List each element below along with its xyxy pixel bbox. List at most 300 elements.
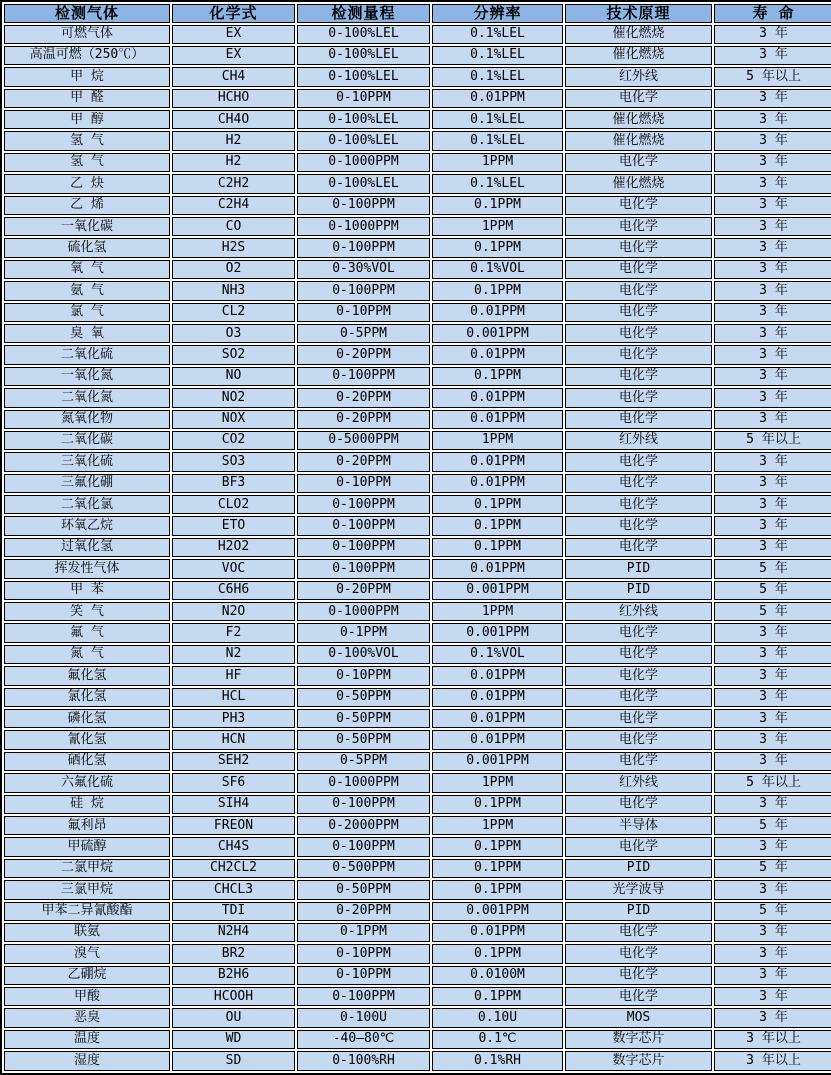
range-cell: 0-100PPM bbox=[297, 281, 430, 300]
lifespan-cell: 3 年 bbox=[714, 452, 831, 471]
formula-cell: C6H6 bbox=[172, 581, 295, 600]
range-cell: 0-100PPM bbox=[297, 196, 430, 215]
resolution-cell: 0.1%VOL bbox=[432, 260, 563, 279]
resolution-cell: 0.01PPM bbox=[432, 345, 563, 364]
formula-cell: SO3 bbox=[172, 452, 295, 471]
table-row bbox=[4, 196, 831, 215]
table-row bbox=[4, 773, 831, 792]
gas-name-cell: 氧 气 bbox=[4, 260, 170, 279]
principle-cell: 电化学 bbox=[565, 260, 712, 279]
gas-name-cell: 联氨 bbox=[4, 923, 170, 942]
formula-cell: H2S bbox=[172, 238, 295, 257]
formula-cell: HCL bbox=[172, 688, 295, 707]
principle-cell: 电化学 bbox=[565, 966, 712, 985]
table-row bbox=[4, 67, 831, 86]
table-row bbox=[4, 110, 831, 129]
lifespan-cell: 3 年 bbox=[714, 474, 831, 493]
lifespan-cell: 3 年 bbox=[714, 730, 831, 749]
range-cell: 0-50PPM bbox=[297, 709, 430, 728]
resolution-cell: 0.01PPM bbox=[432, 452, 563, 471]
resolution-cell: 0.1%LEL bbox=[432, 46, 563, 65]
lifespan-cell: 5 年以上 bbox=[714, 773, 831, 792]
range-cell: 0-20PPM bbox=[297, 902, 430, 921]
range-cell: 0-20PPM bbox=[297, 388, 430, 407]
lifespan-cell: 3 年 bbox=[714, 837, 831, 856]
gas-name-cell: 甲苯二异氰酸酯 bbox=[4, 902, 170, 921]
gas-name-cell: 乙 炔 bbox=[4, 174, 170, 193]
table-row bbox=[4, 89, 831, 108]
principle-cell: PID bbox=[565, 581, 712, 600]
principle-cell: PID bbox=[565, 859, 712, 878]
range-cell: 0-100PPM bbox=[297, 987, 430, 1006]
range-cell: 0-100%RH bbox=[297, 1051, 430, 1071]
gas-name-cell: 挥发性气体 bbox=[4, 559, 170, 578]
table-row bbox=[4, 837, 831, 856]
lifespan-cell: 3 年 bbox=[714, 666, 831, 685]
gas-name-cell: 甲 醛 bbox=[4, 89, 170, 108]
lifespan-cell: 5 年 bbox=[714, 859, 831, 878]
table-row bbox=[4, 666, 831, 685]
gas-name-cell: 环氧乙烷 bbox=[4, 516, 170, 535]
range-cell: 0-5PPM bbox=[297, 324, 430, 343]
resolution-cell: 0.01PPM bbox=[432, 89, 563, 108]
range-cell: 0-10PPM bbox=[297, 944, 430, 963]
resolution-cell: 0.01PPM bbox=[432, 303, 563, 322]
table-row bbox=[4, 324, 831, 343]
formula-cell: CHCL3 bbox=[172, 880, 295, 899]
range-cell: 0-2000PPM bbox=[297, 816, 430, 835]
lifespan-cell: 3 年 bbox=[714, 281, 831, 300]
gas-name-cell: 硫化氢 bbox=[4, 238, 170, 257]
resolution-cell: 0.1PPM bbox=[432, 367, 563, 386]
gas-name-cell: 二氯甲烷 bbox=[4, 859, 170, 878]
formula-cell: SIH4 bbox=[172, 795, 295, 814]
resolution-cell: 0.0100M bbox=[432, 966, 563, 985]
header-formula: 化学式 bbox=[172, 4, 295, 23]
lifespan-cell: 3 年 bbox=[714, 89, 831, 108]
gas-name-cell: 甲 烷 bbox=[4, 67, 170, 86]
range-cell: 0-50PPM bbox=[297, 730, 430, 749]
formula-cell: O3 bbox=[172, 324, 295, 343]
gas-name-cell: 磷化氢 bbox=[4, 709, 170, 728]
lifespan-cell: 3 年 bbox=[714, 987, 831, 1006]
resolution-cell: 0.1℃ bbox=[432, 1030, 563, 1049]
header-row bbox=[4, 4, 831, 23]
gas-name-cell: 氰化氢 bbox=[4, 730, 170, 749]
formula-cell: H2O2 bbox=[172, 538, 295, 557]
table-row bbox=[4, 474, 831, 493]
resolution-cell: 0.1PPM bbox=[432, 880, 563, 899]
resolution-cell: 0.01PPM bbox=[432, 559, 563, 578]
lifespan-cell: 3 年 bbox=[714, 516, 831, 535]
formula-cell: N2O bbox=[172, 602, 295, 621]
resolution-cell: 0.1%RH bbox=[432, 1051, 563, 1071]
resolution-cell: 0.1PPM bbox=[432, 196, 563, 215]
range-cell: 0-10PPM bbox=[297, 89, 430, 108]
table-row bbox=[4, 174, 831, 193]
lifespan-cell: 3 年 bbox=[714, 324, 831, 343]
formula-cell: NH3 bbox=[172, 281, 295, 300]
formula-cell: SO2 bbox=[172, 345, 295, 364]
table-row bbox=[4, 217, 831, 236]
formula-cell: EX bbox=[172, 46, 295, 65]
lifespan-cell: 3 年 bbox=[714, 238, 831, 257]
formula-cell: BF3 bbox=[172, 474, 295, 493]
lifespan-cell: 3 年 bbox=[714, 880, 831, 899]
table-row bbox=[4, 281, 831, 300]
range-cell: 0-1000PPM bbox=[297, 217, 430, 236]
resolution-cell: 0.1%LEL bbox=[432, 110, 563, 129]
lifespan-cell: 3 年 bbox=[714, 25, 831, 44]
resolution-cell: 0.01PPM bbox=[432, 474, 563, 493]
table-row bbox=[4, 452, 831, 471]
range-cell: 0-10PPM bbox=[297, 474, 430, 493]
header-gas-name: 检测气体 bbox=[4, 4, 170, 23]
resolution-cell: 0.1PPM bbox=[432, 281, 563, 300]
resolution-cell: 0.1PPM bbox=[432, 837, 563, 856]
gas-name-cell: 高温可燃（250℃） bbox=[4, 46, 170, 65]
lifespan-cell: 3 年 bbox=[714, 260, 831, 279]
gas-name-cell: 可燃气体 bbox=[4, 25, 170, 44]
table-row bbox=[4, 795, 831, 814]
formula-cell: SD bbox=[172, 1051, 295, 1071]
lifespan-cell: 5 年 bbox=[714, 559, 831, 578]
gas-name-cell: 温度 bbox=[4, 1030, 170, 1049]
lifespan-cell: 5 年以上 bbox=[714, 67, 831, 86]
resolution-cell: 1PPM bbox=[432, 816, 563, 835]
principle-cell: 电化学 bbox=[565, 89, 712, 108]
range-cell: 0-100%LEL bbox=[297, 110, 430, 129]
header-lifespan: 寿 命 bbox=[714, 4, 831, 23]
table-row bbox=[4, 46, 831, 65]
gas-name-cell: 三氟化硼 bbox=[4, 474, 170, 493]
formula-cell: CH4S bbox=[172, 837, 295, 856]
formula-cell: NOX bbox=[172, 410, 295, 429]
gas-name-cell: 氟化氢 bbox=[4, 666, 170, 685]
range-cell: 0-1PPM bbox=[297, 623, 430, 642]
principle-cell: 电化学 bbox=[565, 281, 712, 300]
table-row bbox=[4, 516, 831, 535]
table-row bbox=[4, 944, 831, 963]
formula-cell: WD bbox=[172, 1030, 295, 1049]
resolution-cell: 0.1PPM bbox=[432, 795, 563, 814]
principle-cell: MOS bbox=[565, 1008, 712, 1027]
gas-name-cell: 硒化氢 bbox=[4, 752, 170, 771]
formula-cell: HF bbox=[172, 666, 295, 685]
principle-cell: 电化学 bbox=[565, 730, 712, 749]
principle-cell: 电化学 bbox=[565, 303, 712, 322]
formula-cell: FREON bbox=[172, 816, 295, 835]
lifespan-cell: 5 年 bbox=[714, 902, 831, 921]
principle-cell: 电化学 bbox=[565, 324, 712, 343]
gas-name-cell: 氨 气 bbox=[4, 281, 170, 300]
principle-cell: 电化学 bbox=[565, 410, 712, 429]
gas-name-cell: 甲 苯 bbox=[4, 581, 170, 600]
range-cell: 0-100%LEL bbox=[297, 46, 430, 65]
range-cell: 0-30%VOL bbox=[297, 260, 430, 279]
gas-name-cell: 一氧化碳 bbox=[4, 217, 170, 236]
range-cell: 0-1000PPM bbox=[297, 773, 430, 792]
gas-name-cell: 乙硼烷 bbox=[4, 966, 170, 985]
table-header bbox=[4, 4, 831, 23]
range-cell: 0-100PPM bbox=[297, 559, 430, 578]
principle-cell: 电化学 bbox=[565, 388, 712, 407]
principle-cell: PID bbox=[565, 902, 712, 921]
lifespan-cell: 3 年 bbox=[714, 303, 831, 322]
principle-cell: 红外线 bbox=[565, 773, 712, 792]
principle-cell: 电化学 bbox=[565, 345, 712, 364]
formula-cell: HCN bbox=[172, 730, 295, 749]
range-cell: 0-100%VOL bbox=[297, 645, 430, 664]
gas-name-cell: 二氧化氮 bbox=[4, 388, 170, 407]
resolution-cell: 0.01PPM bbox=[432, 923, 563, 942]
formula-cell: ETO bbox=[172, 516, 295, 535]
gas-name-cell: 氯化氢 bbox=[4, 688, 170, 707]
range-cell: 0-100PPM bbox=[297, 516, 430, 535]
resolution-cell: 0.001PPM bbox=[432, 623, 563, 642]
principle-cell: 催化燃烧 bbox=[565, 25, 712, 44]
formula-cell: EX bbox=[172, 25, 295, 44]
principle-cell: 红外线 bbox=[565, 602, 712, 621]
table-row bbox=[4, 303, 831, 322]
resolution-cell: 0.1PPM bbox=[432, 987, 563, 1006]
range-cell: 0-100%LEL bbox=[297, 25, 430, 44]
table-body bbox=[4, 25, 831, 1072]
formula-cell: CH2CL2 bbox=[172, 859, 295, 878]
table-row bbox=[4, 495, 831, 514]
principle-cell: 电化学 bbox=[565, 196, 712, 215]
principle-cell: 电化学 bbox=[565, 623, 712, 642]
range-cell: -40—80℃ bbox=[297, 1030, 430, 1049]
formula-cell: C2H4 bbox=[172, 196, 295, 215]
principle-cell: 电化学 bbox=[565, 538, 712, 557]
resolution-cell: 0.1%LEL bbox=[432, 25, 563, 44]
gas-name-cell: 一氧化氮 bbox=[4, 367, 170, 386]
table-row bbox=[4, 902, 831, 921]
principle-cell: PID bbox=[565, 559, 712, 578]
range-cell: 0-100PPM bbox=[297, 495, 430, 514]
resolution-cell: 0.1PPM bbox=[432, 516, 563, 535]
range-cell: 0-100PPM bbox=[297, 367, 430, 386]
range-cell: 0-100%LEL bbox=[297, 67, 430, 86]
table-row bbox=[4, 1030, 831, 1049]
formula-cell: H2 bbox=[172, 131, 295, 150]
resolution-cell: 1PPM bbox=[432, 431, 563, 450]
range-cell: 0-500PPM bbox=[297, 859, 430, 878]
gas-name-cell: 甲酸 bbox=[4, 987, 170, 1006]
gas-name-cell: 笑 气 bbox=[4, 602, 170, 621]
lifespan-cell: 3 年 bbox=[714, 538, 831, 557]
formula-cell: H2 bbox=[172, 153, 295, 172]
table-row bbox=[4, 987, 831, 1006]
table-row bbox=[4, 1051, 831, 1071]
table-row bbox=[4, 410, 831, 429]
principle-cell: 电化学 bbox=[565, 837, 712, 856]
table-row bbox=[4, 709, 831, 728]
principle-cell: 电化学 bbox=[565, 944, 712, 963]
range-cell: 0-10PPM bbox=[297, 966, 430, 985]
principle-cell: 电化学 bbox=[565, 153, 712, 172]
resolution-cell: 0.1PPM bbox=[432, 859, 563, 878]
lifespan-cell: 5 年 bbox=[714, 602, 831, 621]
principle-cell: 电化学 bbox=[565, 987, 712, 1006]
lifespan-cell: 3 年 bbox=[714, 944, 831, 963]
principle-cell: 电化学 bbox=[565, 474, 712, 493]
principle-cell: 催化燃烧 bbox=[565, 131, 712, 150]
table-row bbox=[4, 260, 831, 279]
lifespan-cell: 3 年 bbox=[714, 345, 831, 364]
lifespan-cell: 5 年以上 bbox=[714, 431, 831, 450]
resolution-cell: 1PPM bbox=[432, 153, 563, 172]
formula-cell: VOC bbox=[172, 559, 295, 578]
resolution-cell: 0.001PPM bbox=[432, 581, 563, 600]
resolution-cell: 0.10U bbox=[432, 1008, 563, 1027]
lifespan-cell: 3 年 bbox=[714, 46, 831, 65]
range-cell: 0-100U bbox=[297, 1008, 430, 1027]
gas-name-cell: 二氧化氯 bbox=[4, 495, 170, 514]
principle-cell: 电化学 bbox=[565, 495, 712, 514]
range-cell: 0-5PPM bbox=[297, 752, 430, 771]
table-row bbox=[4, 688, 831, 707]
table-row bbox=[4, 816, 831, 835]
table-row bbox=[4, 880, 831, 899]
lifespan-cell: 3 年 bbox=[714, 623, 831, 642]
resolution-cell: 0.1%LEL bbox=[432, 131, 563, 150]
resolution-cell: 0.001PPM bbox=[432, 324, 563, 343]
table-row bbox=[4, 538, 831, 557]
lifespan-cell: 3 年 bbox=[714, 645, 831, 664]
resolution-cell: 0.1%LEL bbox=[432, 174, 563, 193]
resolution-cell: 0.1PPM bbox=[432, 944, 563, 963]
lifespan-cell: 3 年 bbox=[714, 923, 831, 942]
lifespan-cell: 5 年 bbox=[714, 816, 831, 835]
gas-name-cell: 氮氧化物 bbox=[4, 410, 170, 429]
header-principle: 技术原理 bbox=[565, 4, 712, 23]
lifespan-cell: 3 年 bbox=[714, 966, 831, 985]
table-row bbox=[4, 602, 831, 621]
formula-cell: TDI bbox=[172, 902, 295, 921]
formula-cell: SF6 bbox=[172, 773, 295, 792]
lifespan-cell: 3 年 bbox=[714, 153, 831, 172]
gas-name-cell: 甲硫醇 bbox=[4, 837, 170, 856]
formula-cell: CO bbox=[172, 217, 295, 236]
gas-name-cell: 三氧化硫 bbox=[4, 452, 170, 471]
lifespan-cell: 3 年 bbox=[714, 174, 831, 193]
principle-cell: 红外线 bbox=[565, 431, 712, 450]
principle-cell: 电化学 bbox=[565, 709, 712, 728]
range-cell: 0-1000PPM bbox=[297, 602, 430, 621]
gas-name-cell: 恶臭 bbox=[4, 1008, 170, 1027]
gas-name-cell: 氢 气 bbox=[4, 131, 170, 150]
range-cell: 0-100%LEL bbox=[297, 174, 430, 193]
principle-cell: 电化学 bbox=[565, 238, 712, 257]
gas-name-cell: 臭 氧 bbox=[4, 324, 170, 343]
lifespan-cell: 3 年 bbox=[714, 495, 831, 514]
table-row bbox=[4, 388, 831, 407]
formula-cell: O2 bbox=[172, 260, 295, 279]
lifespan-cell: 3 年 bbox=[714, 1008, 831, 1027]
lifespan-cell: 3 年 bbox=[714, 110, 831, 129]
principle-cell: 催化燃烧 bbox=[565, 46, 712, 65]
table-row bbox=[4, 238, 831, 257]
lifespan-cell: 3 年 bbox=[714, 795, 831, 814]
table-row bbox=[4, 25, 831, 44]
lifespan-cell: 3 年 bbox=[714, 131, 831, 150]
formula-cell: F2 bbox=[172, 623, 295, 642]
lifespan-cell: 3 年 bbox=[714, 688, 831, 707]
range-cell: 0-100PPM bbox=[297, 238, 430, 257]
lifespan-cell: 3 年 bbox=[714, 217, 831, 236]
range-cell: 0-1000PPM bbox=[297, 153, 430, 172]
resolution-cell: 1PPM bbox=[432, 773, 563, 792]
principle-cell: 电化学 bbox=[565, 452, 712, 471]
table-row bbox=[4, 431, 831, 450]
formula-cell: N2H4 bbox=[172, 923, 295, 942]
principle-cell: 电化学 bbox=[565, 516, 712, 535]
table-row bbox=[4, 1008, 831, 1027]
range-cell: 0-20PPM bbox=[297, 345, 430, 364]
lifespan-cell: 5 年 bbox=[714, 581, 831, 600]
resolution-cell: 0.01PPM bbox=[432, 709, 563, 728]
resolution-cell: 0.01PPM bbox=[432, 688, 563, 707]
principle-cell: 电化学 bbox=[565, 688, 712, 707]
lifespan-cell: 3 年 bbox=[714, 752, 831, 771]
lifespan-cell: 3 年 bbox=[714, 709, 831, 728]
table-row bbox=[4, 752, 831, 771]
principle-cell: 电化学 bbox=[565, 217, 712, 236]
range-cell: 0-1PPM bbox=[297, 923, 430, 942]
resolution-cell: 0.1%VOL bbox=[432, 645, 563, 664]
formula-cell: B2H6 bbox=[172, 966, 295, 985]
gas-name-cell: 三氯甲烷 bbox=[4, 880, 170, 899]
table-row bbox=[4, 367, 831, 386]
formula-cell: N2 bbox=[172, 645, 295, 664]
principle-cell: 数字芯片 bbox=[565, 1030, 712, 1049]
formula-cell: CH4O bbox=[172, 110, 295, 129]
formula-cell: HCHO bbox=[172, 89, 295, 108]
formula-cell: BR2 bbox=[172, 944, 295, 963]
formula-cell: PH3 bbox=[172, 709, 295, 728]
table-row bbox=[4, 730, 831, 749]
range-cell: 0-5000PPM bbox=[297, 431, 430, 450]
lifespan-cell: 3 年 bbox=[714, 388, 831, 407]
formula-cell: CLO2 bbox=[172, 495, 295, 514]
gas-name-cell: 二氧化硫 bbox=[4, 345, 170, 364]
principle-cell: 半导体 bbox=[565, 816, 712, 835]
table-row bbox=[4, 645, 831, 664]
table-row bbox=[4, 131, 831, 150]
table-row bbox=[4, 559, 831, 578]
range-cell: 0-100%LEL bbox=[297, 131, 430, 150]
gas-name-cell: 溴气 bbox=[4, 944, 170, 963]
formula-cell: SEH2 bbox=[172, 752, 295, 771]
formula-cell: NO bbox=[172, 367, 295, 386]
gas-name-cell: 湿度 bbox=[4, 1051, 170, 1071]
range-cell: 0-20PPM bbox=[297, 410, 430, 429]
resolution-cell: 0.1PPM bbox=[432, 538, 563, 557]
principle-cell: 电化学 bbox=[565, 666, 712, 685]
gas-name-cell: 甲 醇 bbox=[4, 110, 170, 129]
principle-cell: 电化学 bbox=[565, 645, 712, 664]
principle-cell: 电化学 bbox=[565, 367, 712, 386]
table-row bbox=[4, 345, 831, 364]
principle-cell: 红外线 bbox=[565, 67, 712, 86]
gas-name-cell: 硅 烷 bbox=[4, 795, 170, 814]
formula-cell: CH4 bbox=[172, 67, 295, 86]
lifespan-cell: 3 年 bbox=[714, 196, 831, 215]
lifespan-cell: 3 年 bbox=[714, 410, 831, 429]
gas-name-cell: 氮 气 bbox=[4, 645, 170, 664]
